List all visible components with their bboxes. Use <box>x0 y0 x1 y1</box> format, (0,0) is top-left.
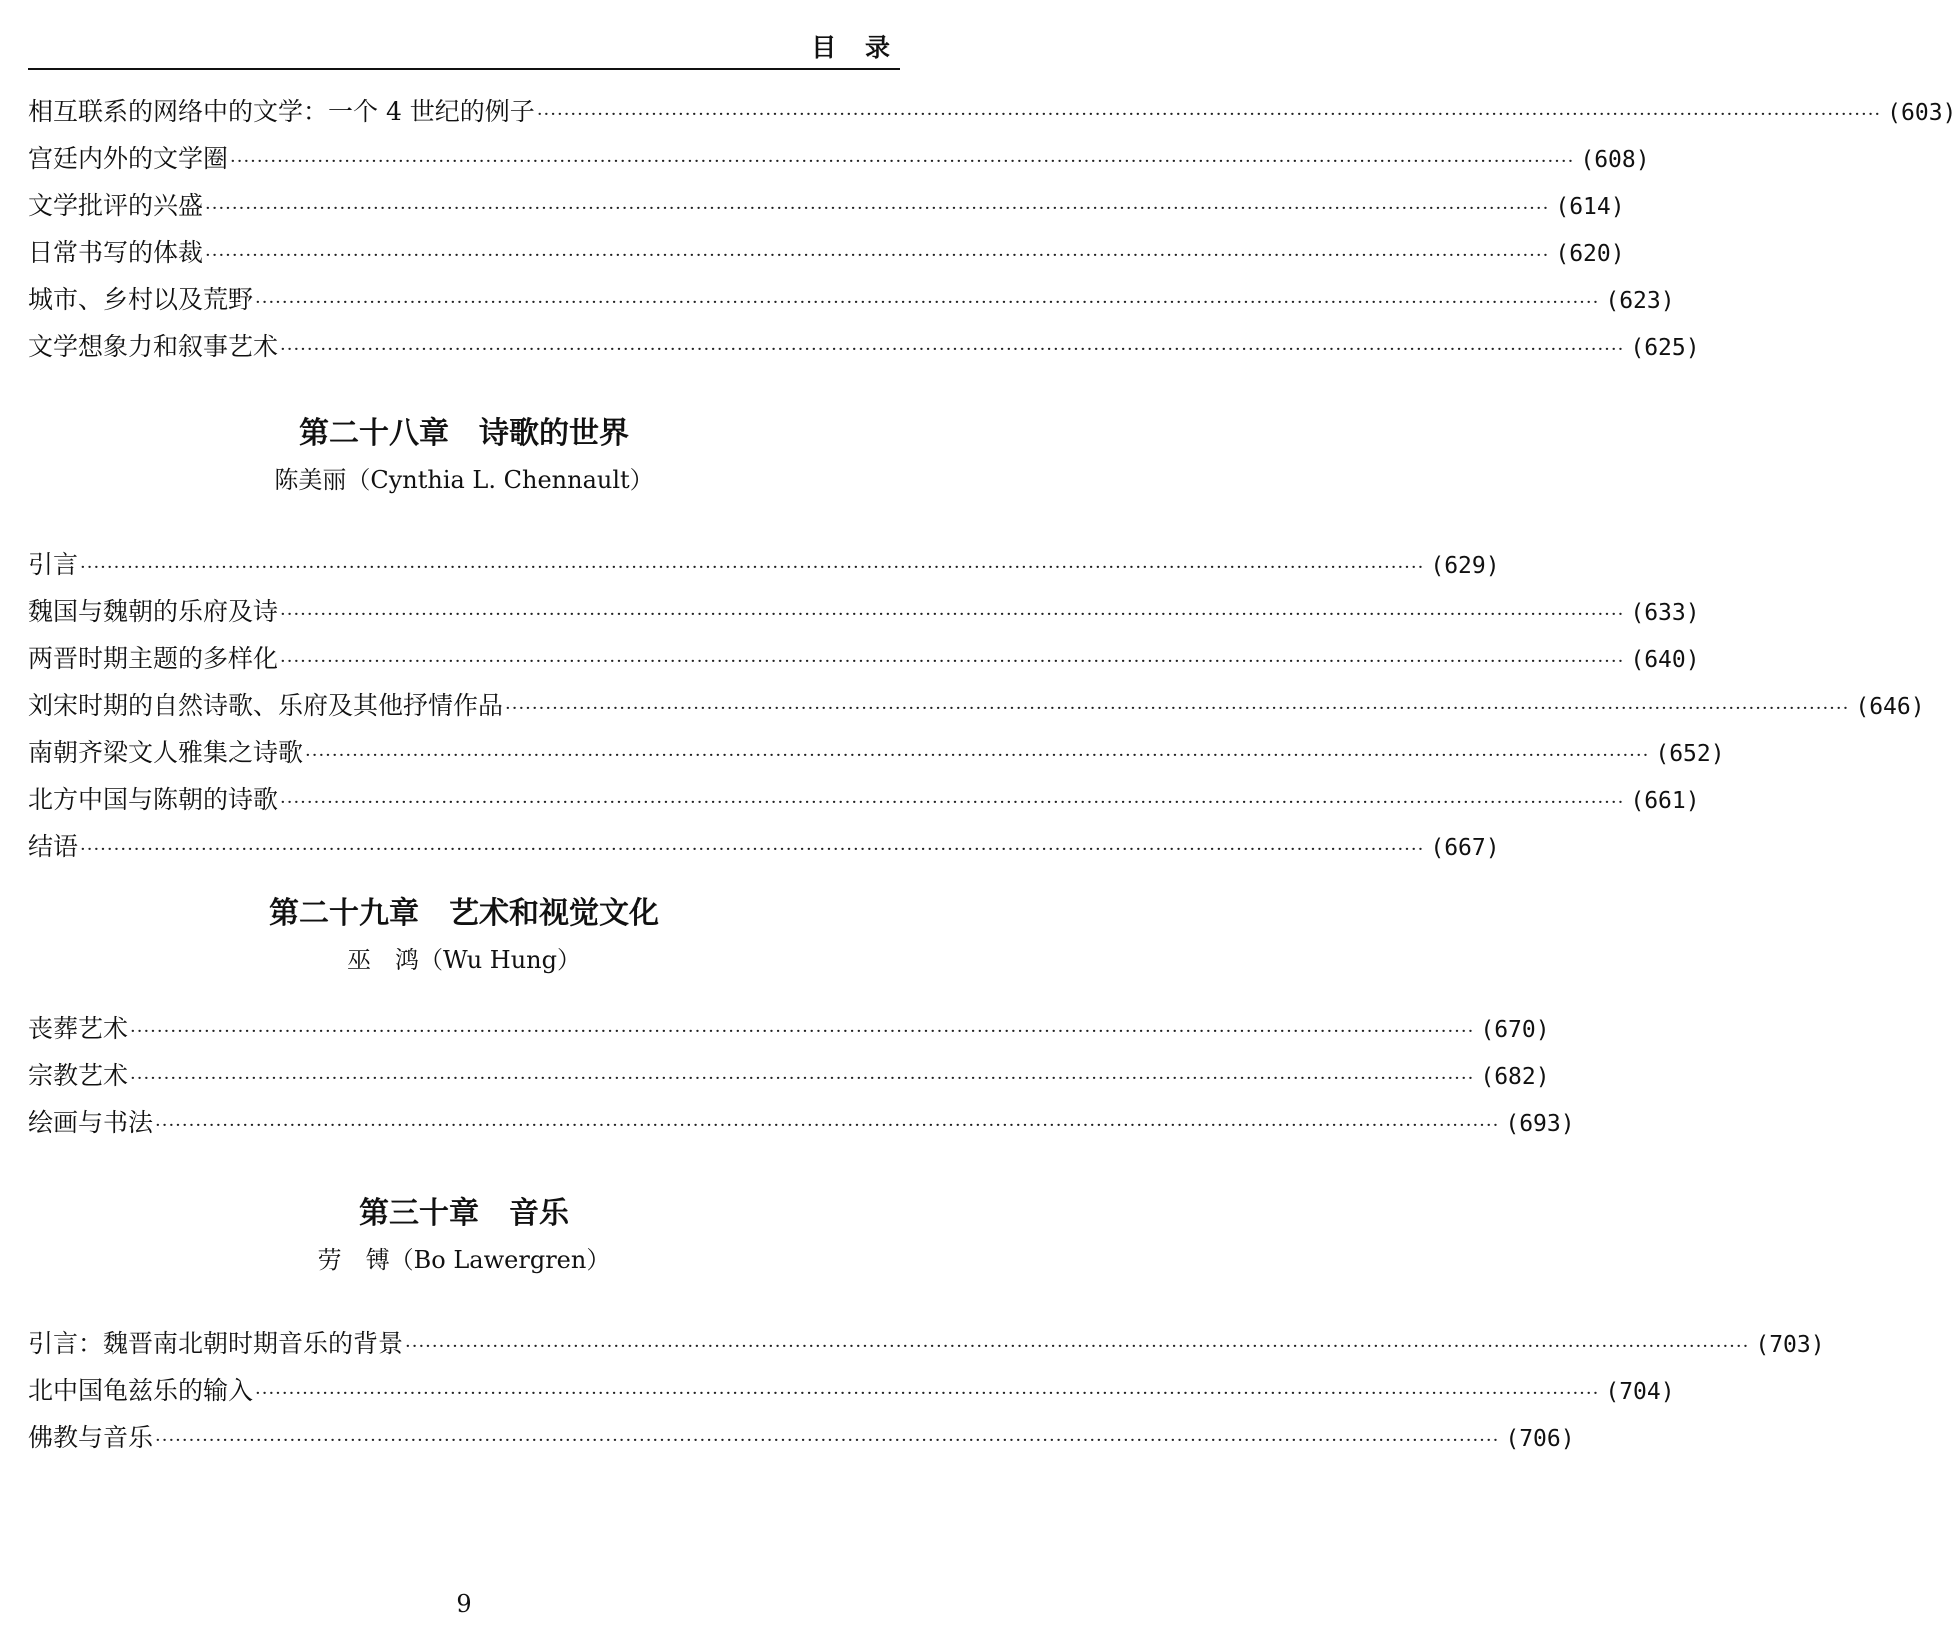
toc-entry-title: 北中国龟兹乐的输入 <box>28 1376 254 1405</box>
toc-entry-title: 结语 <box>28 832 79 861</box>
toc-entry-title: 引言 <box>28 550 79 579</box>
toc-section-chapter-30 <box>28 1320 1825 1461</box>
toc-entry[interactable] <box>28 88 1956 135</box>
toc-entry-page: (652) <box>1655 741 1725 767</box>
dot-leader: ········································································································································································································ <box>280 792 1625 813</box>
toc-entry-title: 绘画与书法 <box>28 1108 154 1137</box>
toc-entry[interactable] <box>28 1414 1575 1461</box>
toc-entry[interactable] <box>28 682 1925 729</box>
toc-entry[interactable] <box>28 635 1700 682</box>
toc-entry-page: (603) <box>1887 100 1956 126</box>
toc-entry-page: (704) <box>1605 1379 1675 1405</box>
dot-leader: ········································································································································································································ <box>255 1383 1600 1404</box>
toc-entry[interactable] <box>28 1099 1575 1146</box>
dot-leader: ········································································································································································································ <box>205 198 1550 219</box>
chapter-title: 第二十九章 艺术和视觉文化 <box>269 896 659 931</box>
toc-entry-page: (667) <box>1430 835 1500 861</box>
toc-entry[interactable] <box>28 1052 1550 1099</box>
toc-entry[interactable] <box>28 776 1700 823</box>
dot-leader: ········································································································································································································ <box>280 339 1625 360</box>
toc-entry-title: 南朝齐梁文人雅集之诗歌 <box>28 738 304 767</box>
dot-leader: ········································································································································································································ <box>130 1021 1475 1042</box>
toc-entry-title: 文学想象力和叙事艺术 <box>28 332 279 361</box>
toc-entry-page: (633) <box>1630 600 1700 626</box>
toc-section-continued <box>28 88 1956 370</box>
toc-entry-page: (703) <box>1755 1332 1825 1358</box>
toc-entry-page: (661) <box>1630 788 1700 814</box>
toc-entry-title: 宫廷内外的文学圈 <box>28 144 229 173</box>
toc-entry-page: (608) <box>1580 147 1650 173</box>
toc-entry-page: (620) <box>1555 241 1625 267</box>
dot-leader: ········································································································································································································ <box>255 292 1600 313</box>
toc-entry-title: 日常书写的体裁 <box>28 238 204 267</box>
toc-entry[interactable] <box>28 135 1650 182</box>
toc-entry[interactable] <box>28 541 1500 588</box>
toc-entry-page: (629) <box>1430 553 1500 579</box>
toc-entry-title: 两晋时期主题的多样化 <box>28 644 279 673</box>
chapter-title: 第二十八章 诗歌的世界 <box>299 416 629 451</box>
toc-entry-title: 相互联系的网络中的文学：一个 4 世纪的例子 <box>28 97 535 126</box>
dot-leader: ········································································································································································································ <box>130 1068 1475 1089</box>
toc-entry[interactable] <box>28 588 1700 635</box>
toc-entry-page: (614) <box>1555 194 1625 220</box>
dot-leader: ········································································································································································································ <box>536 104 1882 125</box>
toc-entry[interactable] <box>28 823 1500 870</box>
dot-leader: ········································································································································································································ <box>155 1430 1500 1451</box>
dot-leader: ········································································································································································································ <box>80 557 1425 578</box>
dot-leader: ········································································································································································································ <box>305 745 1650 766</box>
toc-entry-title: 宗教艺术 <box>28 1061 129 1090</box>
dot-leader: ········································································································································································································ <box>505 698 1850 719</box>
toc-entry-page: (625) <box>1630 335 1700 361</box>
chapter-author: 劳 镈（Bo Lawergren） <box>317 1246 611 1274</box>
toc-section-chapter-28 <box>28 541 1925 870</box>
header-title: 目 录 <box>811 33 900 62</box>
dot-leader: ········································································································································································································ <box>280 651 1625 672</box>
toc-entry-title: 北方中国与陈朝的诗歌 <box>28 785 279 814</box>
chapter-author: 巫 鸿（Wu Hung） <box>347 946 581 974</box>
toc-entry-page: (693) <box>1505 1111 1575 1137</box>
toc-entry-page: (670) <box>1480 1017 1550 1043</box>
toc-entry-page: (640) <box>1630 647 1700 673</box>
toc-entry-title: 魏国与魏朝的乐府及诗 <box>28 597 279 626</box>
toc-entry[interactable] <box>28 182 1625 229</box>
toc-entry-title: 文学批评的兴盛 <box>28 191 204 220</box>
toc-entry[interactable] <box>28 229 1625 276</box>
header-rule <box>28 68 900 70</box>
toc-entry[interactable] <box>28 1367 1675 1414</box>
toc-entry-title: 刘宋时期的自然诗歌、乐府及其他抒情作品 <box>28 691 504 720</box>
toc-entry-title: 丧葬艺术 <box>28 1014 129 1043</box>
toc-entry-page: (646) <box>1855 694 1925 720</box>
toc-entry-title: 引言：魏晋南北朝时期音乐的背景 <box>28 1329 404 1358</box>
dot-leader: ········································································································································································································ <box>405 1336 1750 1357</box>
toc-section-chapter-29 <box>28 1005 1575 1146</box>
toc-entry-title: 佛教与音乐 <box>28 1423 154 1452</box>
page-number: 9 <box>456 1590 472 1618</box>
toc-entry[interactable] <box>28 1005 1550 1052</box>
toc-entry-title: 城市、乡村以及荒野 <box>28 285 254 314</box>
dot-leader: ········································································································································································································ <box>205 245 1550 266</box>
toc-entry-page: (706) <box>1505 1426 1575 1452</box>
chapter-title: 第三十章 音乐 <box>359 1196 569 1231</box>
toc-entry[interactable] <box>28 729 1725 776</box>
dot-leader: ········································································································································································································ <box>155 1115 1500 1136</box>
dot-leader: ········································································································································································································ <box>230 151 1575 172</box>
toc-entry-page: (682) <box>1480 1064 1550 1090</box>
dot-leader: ········································································································································································································ <box>80 839 1425 860</box>
dot-leader: ········································································································································································································ <box>280 604 1625 625</box>
toc-entry[interactable] <box>28 276 1675 323</box>
toc-entry[interactable] <box>28 323 1700 370</box>
toc-entry-page: (623) <box>1605 288 1675 314</box>
toc-entry[interactable] <box>28 1320 1825 1367</box>
chapter-author: 陈美丽（Cynthia L. Chennault） <box>274 466 654 494</box>
